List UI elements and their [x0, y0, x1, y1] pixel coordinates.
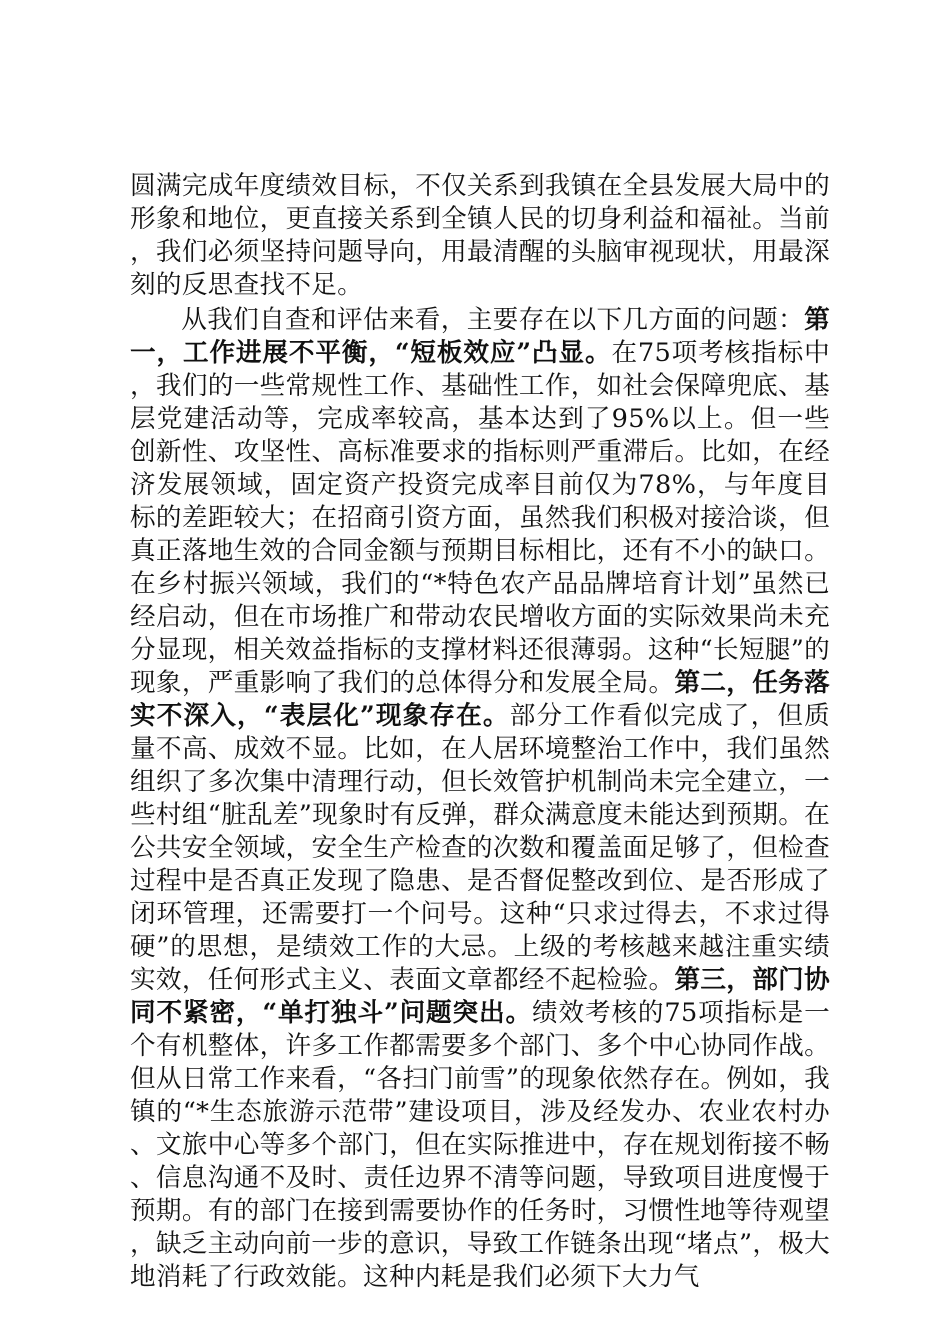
second-issue-body: 部分工作看似完成了，但质量不高、成效不显。比如，在人居环境整治工作中，我们虽然组织了多次集中清理行动，但长效管护机制尚未完全建立，一些村组“脏乱差”现象时有反弹，群众满意度未能达到预期。在公共安全领域，安全生产检查的次数和覆盖面足够了，但检查过程中是否真正发现了隐患、是否督促整改到位、是否形成了闭环管理，还需要打一个问号。这种“只求过得去，不求过得硬”的思想，是绩效工作的大忌。上级的考核越来越注重实绩实效，任何形式主义、表面文章都经不起检验。 [130, 701, 831, 995]
first-issue-body: 在75项考核指标中，我们的一些常规性工作、基础性工作，如社会保障兜底、基层党建活动等，完成率较高，基本达到了95%以上。但一些创新性、攻坚性、高标准要求的指标则严重滞后。比如，在经济发展领域，固定资产投资完成率目前仅为78%，与年度目标的差距较大；在招商引资方面，虽然我们积极对接洽谈，但真正落地生效的合同金额与预期目标相比，还有不小的缺口。在乡村振兴领域，我们的“*特色农产品品牌培育计划”虽然已经启动，但在市场推广和带动农民增收方面的实际效果尚未充分显现，相关效益指标的支撑材料还很薄弱。这种“长短腿”的现象，严重影响了我们的总体得分和发展全局。 [130, 338, 831, 698]
heading-first-issue: 第一，工作进展不平衡，“短板效应”凸显。 [130, 305, 830, 368]
paragraph-2-intro: 从我们自查和评估来看，主要存在以下几方面的问题： [181, 305, 805, 335]
paragraph-1-text: 圆满完成年度绩效目标，不仅关系到我镇在全县发展大局中的形象和地位，更直接关系到全镇人民的切身利益和福祉。当前，我们必须坚持问题导向，用最清醒的头脑审视现状，用最深刻的反思查找不足。 [130, 171, 830, 300]
heading-second-issue: 第二，任务落实不深入，“表层化”现象存在。 [130, 668, 830, 731]
paragraph-2 [130, 304, 830, 1294]
heading-third-issue: 第三，部门协同不紧密，“单打独斗”问题突出。 [130, 965, 830, 1028]
paragraph-1 [130, 170, 830, 302]
third-issue-body: 绩效考核的75项指标是一个有机整体，许多工作都需要多个部门、多个中心协同作战。但从日常工作来看，“各扫门前雪”的现象依然存在。例如，我镇的“*生态旅游示范带”建设项目，涉及经发办、农业农村办、文旅中心等多个部门，但在实际推进中，存在规划衔接不畅、信息沟通不及时、责任边界不清等问题，导致项目进度慢于预期。有的部门在接到需要协作的任务时，习惯性地等待观望，缺乏主动向前一步的意识，导致工作链条出现“堵点”，极大地消耗了行政效能。这种内耗是我们必须下大力气 [130, 998, 831, 1292]
